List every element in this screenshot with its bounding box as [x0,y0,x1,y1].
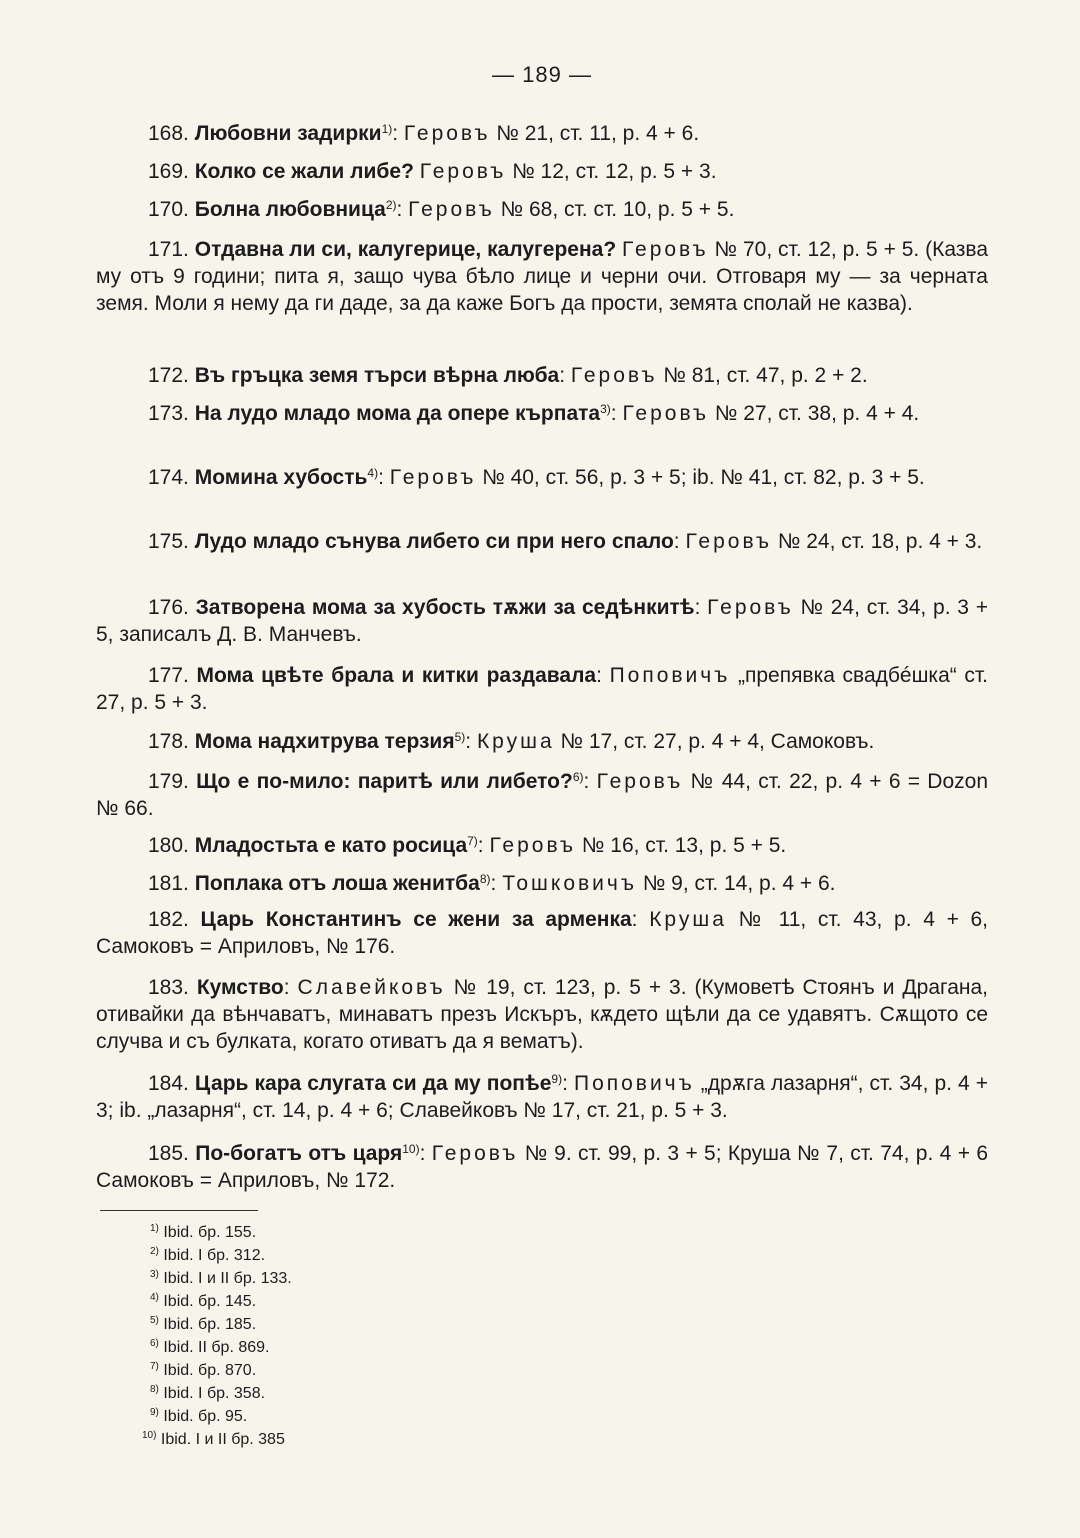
footnote-2: $^{2)}$ Ibid. I бр. 312. [150,1246,266,1264]
footnote-10: $^{10)}$ Ibid. I и II бр. 385 [142,1430,285,1448]
entry-184: 184. Царь кара слугата си да му попѣе$^{9)}$: Поповичъ „дрѫга лазарня“, ст. 34, р. 4 + 3; ib. „лазарня“, ст. 14, р. 4 + 6; Славейковъ № 17, ст. 21, р. 5 + 3. [96,1072,989,1122]
page-number: — 189 — [492,62,592,87]
entry-source: Геровъ [408,198,495,221]
entry-source: Поповичъ [609,664,731,687]
entry-title: Що е по-мило: паритѣ или либето? [196,770,573,793]
entry-title: Отдавна ли си, калугерице, калугерена? [194,238,617,261]
entry-source: Геровъ [431,1142,519,1165]
entry-181: 181. Поплака отъ лоша женитба$^{8)}$: Тошковичъ № 9, ст. 14, р. 4 + 6. [148,872,836,895]
entry-178: 178. Мома надхитрува терзия$^{5)}$: Круша № 17, ст. 27, р. 4 + 4, Самоковъ. [148,730,875,753]
entry-title: Кумство [196,976,284,999]
entry-source: Геровъ [622,238,709,261]
entry-176: 176. Затворена мома за хубость тѫжи за седѣнкитѣ: Геровъ № 24, ст. 34, р. 3 + 5, записалъ Д. В. Манчевъ. [96,596,988,646]
footnote-1: $^{1)}$ Ibid. бр. 155. [150,1223,257,1241]
entry-source: Геровъ [570,364,658,387]
entry-title: Мома надхитрува терзия [194,730,455,753]
entry-168: 168. Любовни задирки$^{1)}$: Геровъ № 21, ст. 11, р. 4 + 6. [148,122,700,145]
entry-title: Момина хубость [194,466,368,489]
footnote-divider [100,1210,258,1211]
footnote-5: $^{5)}$ Ibid. бр. 185. [150,1315,257,1333]
entry-source: Славейковъ [297,976,446,999]
entry-title: Болна любовница [194,198,386,221]
entry-171: 171. Отдавна ли си, калугерице, калугерена? Геровъ № 70, ст. 12, р. 5 + 5. (Казва му отъ 9 години; пита я, защо чува бѣло лице и черни очи. Отговаря му — за черната земя. Моли я нему да ги даде, за да каже Богъ да прости, земята сполай не казва). [96,238,988,315]
footnote-8: $^{8)}$ Ibid. I бр. 358. [150,1384,266,1402]
entry-title: По-богатъ отъ царя [195,1142,403,1165]
entry-title: Царь Константинъ се жени за арменка [200,908,632,931]
entry-source: Круша [476,730,555,753]
entry-source: Геровъ [403,122,491,145]
footnote-3: $^{3)}$ Ibid. I и II бр. 133. [150,1269,292,1287]
entry-170: 170. Болна любовница$^{2)}$: Геровъ № 68, ст. ст. 10, р. 5 + 5. [148,198,735,221]
entry-source: Круша [649,908,727,931]
entry-title: Мома цвѣте брала и китки раздавала [196,664,597,687]
entry-title: Въ гръцка земя търси вѣрна люба [194,364,560,387]
entry-source: Геровъ [707,596,794,619]
entry-185: 185. По-богатъ отъ царя$^{10)}$: Геровъ № 9. ст. 99, р. 3 + 5; Круша № 7, ст. 74, р. 4 + 6 Самоковъ = Априловъ, № 172. [96,1142,988,1192]
entry-title: Любовни задирки [194,122,382,145]
entry-169: 169. Колко се жали либе? Геровъ № 12, ст. 12, р. 5 + 3. [148,160,717,183]
entry-title: Царь кара слугата си да му попѣе [194,1072,552,1095]
entry-title: Лудо младо сънува либето си при него спало [194,530,674,553]
entry-source: Геровъ [489,834,577,857]
entry-180: 180. Младостьта е като росица$^{7)}$: Геровъ № 16, ст. 13, р. 5 + 5. [148,834,787,857]
entry-source: Геровъ [622,402,710,425]
entry-177: 177. Мома цвѣте брала и китки раздавала: Поповичъ „препявка свадбéшка“ ст. 27, р. 5 + 3. [96,664,988,714]
entry-source: Тошковичъ [502,872,637,895]
entry-title: На лудо младо мома да опере кърпата [194,402,601,425]
entry-title: Младостьта е като росица [194,834,468,857]
footnote-7: $^{7)}$ Ibid. бр. 870. [150,1361,257,1379]
footnote-6: $^{6)}$ Ibid. II бр. 869. [150,1338,270,1356]
entry-source: Геровъ [389,466,477,489]
entry-title: Поплака отъ лоша женитба [194,872,480,895]
entry-source: Геровъ [596,770,684,793]
entry-175: 175. Лудо младо сънува либето си при него спало: Геровъ № 24, ст. 18, р. 4 + 3. [148,530,983,553]
entry-title: Затворена мома за хубость тѫжи за седѣнкитѣ [195,596,695,619]
entry-182: 182. Царь Константинъ се жени за арменка: Круша № 11, ст. 43, р. 4 + 6, Самоковъ = Априловъ, № 176. [96,908,989,958]
entry-183: 183. Кумство: Славейковъ № 19, ст. 123, р. 5 + 3. (Кумоветѣ Стоянъ и Драгана, отивайки да вѣнчаватъ, минаватъ презъ Искъръ, кѫдето щѣли да се удавятъ. Сѫщото се случва и съ булката, когато отиватъ да я вематъ). [96,976,988,1053]
entry-source: Геровъ [419,160,507,183]
entry-179: 179. Що е по-мило: паритѣ или либето?$^{6)}$: Геровъ № 44, ст. 22, р. 4 + 6 = Dozon № 66. [96,770,989,820]
entry-title: Колко се жали либе? [194,160,414,183]
entry-174: 174. Момина хубость$^{4)}$: Геровъ № 40, ст. 56, р. 3 + 5; ib. № 41, ст. 82, р. 3 + 5. [148,466,925,489]
footnote-4: $^{4)}$ Ibid. бр. 145. [150,1292,257,1310]
entry-173: 173. На лудо младо мома да опере кърпата$^{3)}$: Геровъ № 27, ст. 38, р. 4 + 4. [148,402,920,425]
entry-source: Геровъ [685,530,773,553]
footnote-9: $^{9)}$ Ibid. бр. 95. [150,1407,248,1425]
entry-source: Поповичъ [573,1072,695,1095]
entry-172: 172. Въ гръцка земя търси вѣрна люба: Геровъ № 81, ст. 47, р. 2 + 2. [148,364,868,387]
